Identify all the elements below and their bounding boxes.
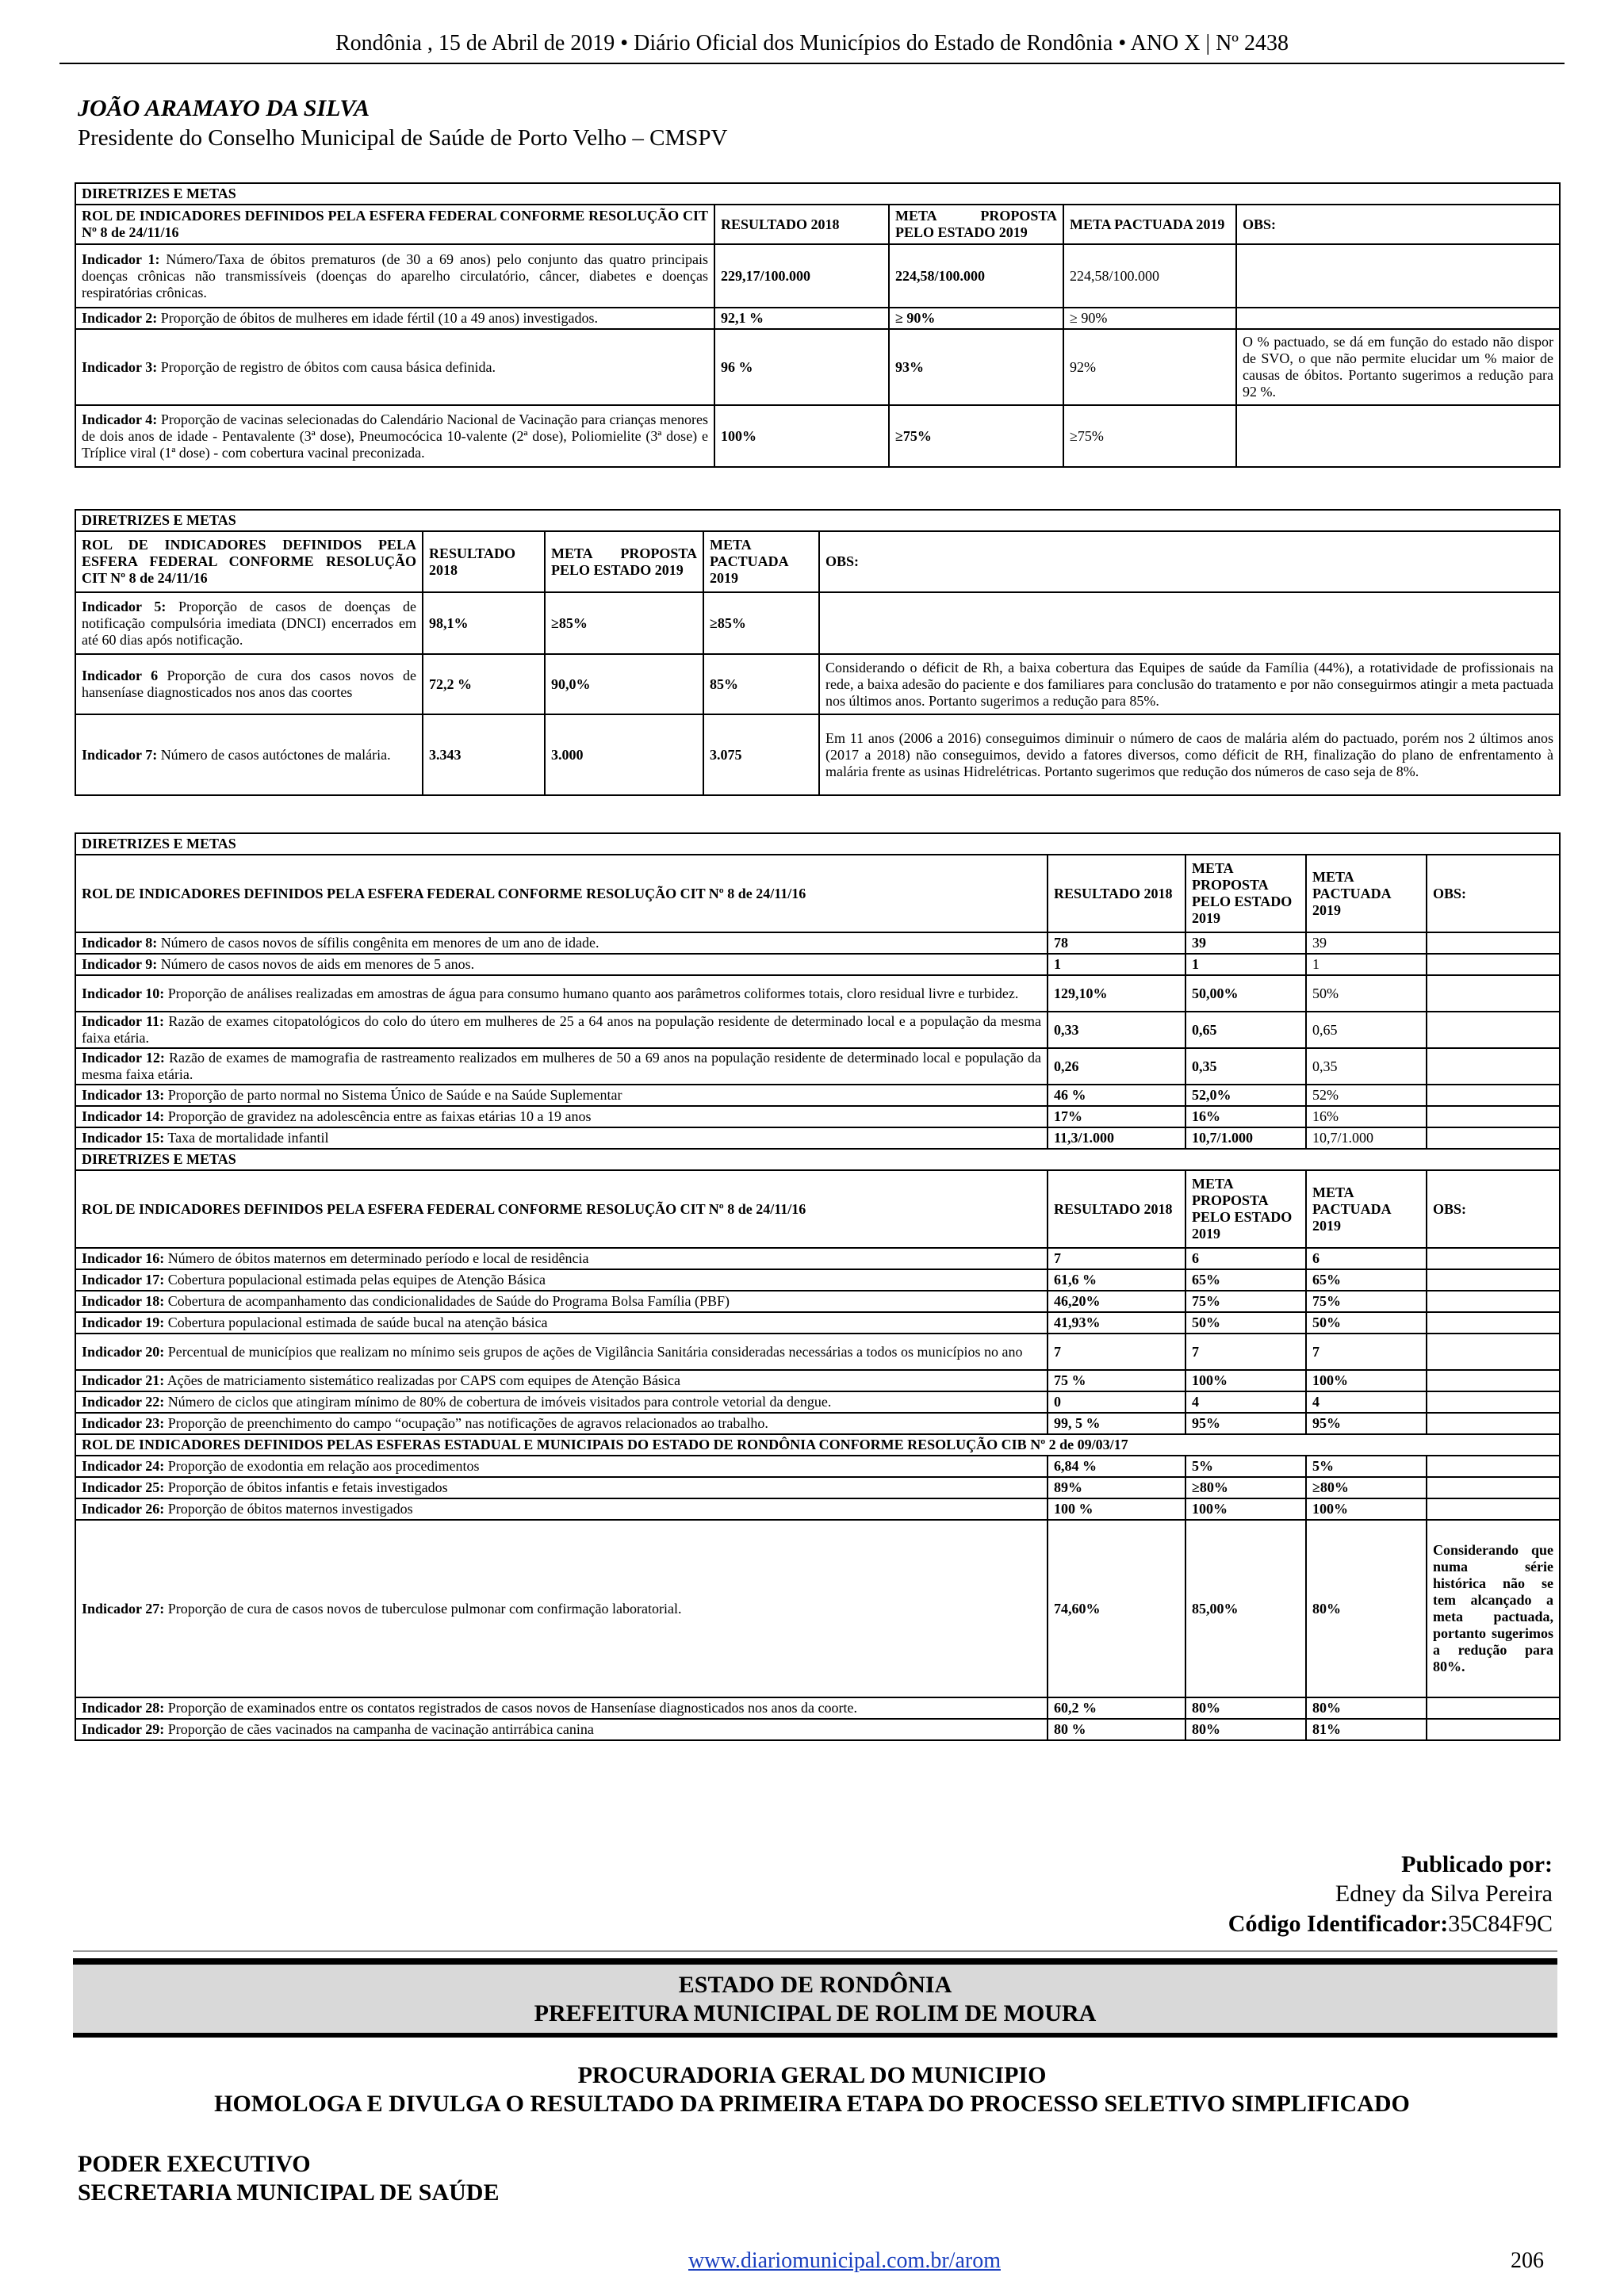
page-number: 206 — [1511, 2248, 1544, 2273]
resultado-cell: 7 — [1048, 1334, 1185, 1370]
indicator-text: Número de casos novos de sífilis congênita em menores de um ano de idade. — [160, 935, 599, 951]
indicator-text: Número de óbitos maternos em determinado período e local de residência — [167, 1250, 589, 1266]
section-title: DIRETRIZES E METAS — [75, 510, 1560, 531]
meta-pactuada-cell: 10,7/1.000 — [1306, 1127, 1427, 1149]
indicator-cell — [75, 1248, 1048, 1269]
meta-pactuada-cell: ≥ 90% — [1063, 308, 1236, 329]
obs-cell — [1427, 1127, 1560, 1149]
indicator-text: Razão de exames citopatológicos do colo do útero em mulheres de 25 a 64 anos na população residente de determinado local e a população da mesma faixa etária. — [82, 1013, 1041, 1046]
indicator-text: Cobertura populacional estimada pelas equipes de Atenção Básica — [167, 1272, 546, 1288]
table-row — [75, 1719, 1560, 1740]
meta-proposta-cell: ≥75% — [889, 405, 1063, 467]
resultado-cell: 75 % — [1048, 1370, 1185, 1391]
header-obs: OBS: — [819, 531, 1560, 592]
obs-cell: Considerando que numa série histórica não se tem alcançado a meta pactuada, portanto sugerimos a redução para 80%. — [1427, 1520, 1560, 1697]
resultado-cell: 78 — [1048, 932, 1185, 954]
header-meta-proposta: META PROPOSTA PELO ESTADO 2019 — [1185, 855, 1306, 932]
section-title: DIRETRIZES E METAS — [75, 1149, 1560, 1170]
header-meta-proposta: META PROPOSTA PELO ESTADO 2019 — [1185, 1170, 1306, 1248]
signature-name: JOÃO ARAMAYO DA SILVA — [78, 95, 370, 121]
table-row — [75, 1456, 1560, 1477]
meta-proposta-cell: 100% — [1185, 1370, 1306, 1391]
page-header: Rondônia , 15 de Abril de 2019 • Diário Oficial dos Municípios do Estado de Rondônia • ANO X | Nº 2438 — [59, 28, 1565, 64]
indicator-label: Indicador 25: — [82, 1479, 165, 1495]
procuradoria-title — [0, 2061, 1624, 2118]
meta-proposta-cell: 50% — [1185, 1312, 1306, 1334]
meta-proposta-cell: 6 — [1185, 1248, 1306, 1269]
obs-cell — [1427, 1697, 1560, 1719]
meta-proposta-cell: 1 — [1185, 954, 1306, 975]
indicator-label: Indicador 19: — [82, 1314, 165, 1330]
resultado-cell: 3.343 — [423, 714, 545, 795]
obs-cell — [1427, 1391, 1560, 1413]
indicator-cell — [75, 1719, 1048, 1740]
meta-pactuada-cell: 6 — [1306, 1248, 1427, 1269]
meta-proposta-cell: 0,35 — [1185, 1048, 1306, 1085]
meta-proposta-cell: 100% — [1185, 1498, 1306, 1520]
indicator-label: Indicador 8: — [82, 935, 158, 951]
meta-proposta-cell: 50,00% — [1185, 975, 1306, 1012]
header-rol: ROL DE INDICADORES DEFINIDOS PELA ESFERA FEDERAL CONFORME RESOLUÇÃO CIT Nº 8 de 24/11/16 — [75, 1170, 1048, 1248]
indicator-text: Cobertura populacional estimada de saúde bucal na atenção básica — [167, 1314, 548, 1330]
header-rol: ROL DE INDICADORES DEFINIDOS PELA ESFERA FEDERAL CONFORME RESOLUÇÃO CIT Nº 8 de 24/11/16 — [75, 855, 1048, 932]
obs-cell: Considerando o déficit de Rh, a baixa cobertura das Equipes de saúde da Família (44%), a rotatividade de profissionais na rede, a baixa adesão do paciente e dos familiares para conclusão do tratamento e por não conseguirmos atingir a meta pactuada nos últimos anos. Portanto sugerimos a redução para 85%. — [819, 654, 1560, 714]
resultado-cell: 100% — [714, 405, 889, 467]
resultado-cell: 0 — [1048, 1391, 1185, 1413]
obs-cell — [1427, 1085, 1560, 1106]
table-row — [75, 1391, 1560, 1413]
indicator-text: Número de ciclos que atingiram mínimo de 80% de cobertura de imóveis visitados para controle vetorial da dengue. — [167, 1394, 832, 1410]
resultado-cell: 92,1 % — [714, 308, 889, 329]
codigo-value: 35C84F9C — [1448, 1911, 1553, 1937]
indicator-cell — [75, 714, 423, 795]
resultado-cell: 7 — [1048, 1248, 1185, 1269]
indicator-text: Proporção de óbitos de mulheres em idade fértil (10 a 49 anos) investigados. — [160, 310, 599, 326]
resultado-cell: 60,2 % — [1048, 1697, 1185, 1719]
resultado-cell: 6,84 % — [1048, 1456, 1185, 1477]
meta-pactuada-cell: 85% — [703, 654, 819, 714]
rol-estadual-title: ROL DE INDICADORES DEFINIDOS PELAS ESFERAS ESTADUAL E MUNICIPAIS DO ESTADO DE RONDÔNIA CONFORME RESOLUÇÃO CIB Nº 2 de 09/03/17 — [75, 1434, 1560, 1456]
resultado-cell: 0,26 — [1048, 1048, 1185, 1085]
obs-cell — [1427, 975, 1560, 1012]
header-resultado: RESULTADO 2018 — [714, 205, 889, 244]
estado-line1: ESTADO DE RONDÔNIA — [678, 1972, 952, 1998]
table-row — [75, 1697, 1560, 1719]
obs-cell — [1427, 1012, 1560, 1048]
meta-proposta-cell: 10,7/1.000 — [1185, 1127, 1306, 1149]
indicator-label: Indicador 29: — [82, 1721, 165, 1737]
obs-cell — [1427, 1291, 1560, 1312]
indicator-label: Indicador 2: — [82, 310, 158, 326]
obs-cell — [1427, 1106, 1560, 1127]
indicator-text: Número/Taxa de óbitos prematuros (de 30 a 69 anos) pelo conjunto das quatro principais doenças crônicas não transmissíveis (doenças do aparelho circulatório, câncer, diabetes e doenças respiratórias crônicas. — [82, 251, 709, 300]
indicator-text: Proporção de análises realizadas em amostras de água para consumo humano quanto aos parâmetros coliformes totais, cloro residual livre e turbidez. — [167, 985, 1019, 1001]
meta-proposta-cell: 75% — [1185, 1291, 1306, 1312]
meta-pactuada-cell: 5% — [1306, 1456, 1427, 1477]
header-rol: ROL DE INDICADORES DEFINIDOS PELA ESFERA FEDERAL CONFORME RESOLUÇÃO CIT Nº 8 de 24/11/16 — [75, 531, 423, 592]
indicator-label: Indicador 27: — [82, 1600, 165, 1617]
indicator-cell — [75, 1477, 1048, 1498]
indicator-label: Indicador 1: — [82, 251, 160, 267]
footer-url-link[interactable]: www.diariomunicipal.com.br/arom — [688, 2248, 1001, 2273]
indicator-label: Indicador 15: — [82, 1130, 165, 1146]
procuradoria-line2: HOMOLOGA E DIVULGA O RESULTADO DA PRIMEIRA ETAPA DO PROCESSO SELETIVO SIMPLIFICADO — [214, 2091, 1410, 2117]
indicator-text: Proporção de gravidez na adolescência entre as faixas etárias 10 a 19 anos — [167, 1108, 592, 1124]
obs-cell: O % pactuado, se dá em função do estado não dispor de SVO, o que não permite elucidar um % maior de causas de óbitos. Portanto sugerimos a redução para 92 %. — [1236, 329, 1560, 405]
table-row — [75, 975, 1560, 1012]
meta-pactuada-cell: 81% — [1306, 1719, 1427, 1740]
indicator-text: Taxa de mortalidade infantil — [167, 1130, 329, 1146]
resultado-cell: 61,6 % — [1048, 1269, 1185, 1291]
table-row — [75, 932, 1560, 954]
indicator-label: Indicador 20: — [82, 1343, 165, 1360]
resultado-cell: 72,2 % — [423, 654, 545, 714]
meta-pactuada-cell: 65% — [1306, 1269, 1427, 1291]
meta-proposta-cell: 65% — [1185, 1269, 1306, 1291]
indicator-cell — [75, 1334, 1048, 1370]
header-obs: OBS: — [1236, 205, 1560, 244]
header-meta-pactuada: META PACTUADA 2019 — [1306, 1170, 1427, 1248]
indicator-text: Proporção de parto normal no Sistema Único de Saúde e na Saúde Suplementar — [167, 1087, 622, 1103]
table-row — [75, 1048, 1560, 1085]
meta-proposta-cell: ≥ 90% — [889, 308, 1063, 329]
obs-cell — [1427, 1477, 1560, 1498]
obs-cell — [1427, 1498, 1560, 1520]
publicado-label: Publicado por: — [1401, 1851, 1553, 1877]
header-meta-proposta: META PROPOSTA PELO ESTADO 2019 — [889, 205, 1063, 244]
obs-cell — [1427, 1413, 1560, 1434]
meta-pactuada-cell: 3.075 — [703, 714, 819, 795]
codigo-identificador — [1228, 1911, 1553, 1938]
indicator-label: Indicador 10: — [82, 985, 165, 1001]
poder-line2: SECRETARIA MUNICIPAL DE SAÚDE — [78, 2179, 500, 2206]
indicator-text: Número de casos novos de aids em menores de 5 anos. — [160, 956, 475, 972]
meta-proposta-cell: 93% — [889, 329, 1063, 405]
indicator-cell — [75, 1520, 1048, 1697]
indicator-label: Indicador 4: — [82, 411, 158, 427]
indicator-text: Proporção de examinados entre os contatos registrados de casos novos de Hanseníase diagnosticados nos anos da coorte. — [167, 1700, 857, 1716]
procuradoria-line1: PROCURADORIA GERAL DO MUNICIPIO — [577, 2062, 1047, 2088]
indicator-label: Indicador 23: — [82, 1415, 165, 1431]
indicator-cell — [75, 954, 1048, 975]
indicator-cell — [75, 975, 1048, 1012]
indicator-cell — [75, 405, 714, 467]
header-obs: OBS: — [1427, 855, 1560, 932]
resultado-cell: 99, 5 % — [1048, 1413, 1185, 1434]
obs-cell: Em 11 anos (2006 a 2016) conseguimos diminuir o número de caos de malária além do pactuado, porém nos 2 últimos anos (2017 a 2018) não conseguimos, devido a fatores diversos, como déficit de RH, finalização do plano de enfrentamento à malária frente as usinas Hidrelétricas. Portanto sugerimos que redução dos números de caso seja de 8%. — [819, 714, 1560, 795]
indicator-label: Indicador 22: — [82, 1394, 165, 1410]
meta-pactuada-cell: 0,65 — [1306, 1012, 1427, 1048]
indicator-text: Número de casos autóctones de malária. — [160, 746, 391, 763]
indicator-label: Indicador 28: — [82, 1700, 165, 1716]
poder-executivo — [78, 2150, 499, 2207]
meta-pactuada-cell: 80% — [1306, 1697, 1427, 1719]
meta-proposta-cell: ≥85% — [545, 592, 703, 654]
indicator-cell — [75, 1127, 1048, 1149]
indicator-cell — [75, 1106, 1048, 1127]
indicator-label: Indicador 7: — [82, 746, 158, 763]
table-row — [75, 1248, 1560, 1269]
indicator-cell — [75, 244, 714, 308]
section-title: DIRETRIZES E METAS — [75, 833, 1560, 855]
indicator-cell — [75, 932, 1048, 954]
obs-cell — [1427, 1269, 1560, 1291]
table-row — [75, 1085, 1560, 1106]
indicator-label: Indicador 17: — [82, 1272, 165, 1288]
header-meta-pactuada: META PACTUADA 2019 — [703, 531, 819, 592]
indicator-label: Indicador 13: — [82, 1087, 165, 1103]
indicator-text: Proporção de cães vacinados na campanha de vacinação antirrábica canina — [167, 1721, 594, 1737]
table-row — [75, 954, 1560, 975]
meta-pactuada-cell: 0,35 — [1306, 1048, 1427, 1085]
meta-proposta-cell: 80% — [1185, 1719, 1306, 1740]
meta-proposta-cell: 224,58/100.000 — [889, 244, 1063, 308]
indicator-text: Proporção de óbitos infantis e fetais investigados — [167, 1479, 448, 1495]
meta-proposta-cell: ≥80% — [1185, 1477, 1306, 1498]
indicator-text: Cobertura de acompanhamento das condicionalidades de Saúde do Programa Bolsa Família (PBF) — [167, 1293, 730, 1309]
meta-pactuada-cell: 100% — [1306, 1498, 1427, 1520]
meta-pactuada-cell: 16% — [1306, 1106, 1427, 1127]
indicator-cell — [75, 1085, 1048, 1106]
obs-cell — [1427, 1370, 1560, 1391]
table-row — [75, 1520, 1560, 1697]
resultado-cell: 41,93% — [1048, 1312, 1185, 1334]
obs-cell — [1427, 954, 1560, 975]
section-title: DIRETRIZES E METAS — [75, 183, 1560, 205]
header-resultado: RESULTADO 2018 — [423, 531, 545, 592]
indicator-text: Proporção de registro de óbitos com causa básica definida. — [160, 358, 496, 375]
indicators-table-3 — [75, 832, 1561, 1741]
indicator-text: Proporção de exodontia em relação aos procedimentos — [167, 1458, 480, 1474]
header-meta-pactuada: META PACTUADA 2019 — [1306, 855, 1427, 932]
resultado-cell: 1 — [1048, 954, 1185, 975]
meta-pactuada-cell: ≥80% — [1306, 1477, 1427, 1498]
indicator-cell — [75, 1391, 1048, 1413]
meta-pactuada-cell: 50% — [1306, 975, 1427, 1012]
meta-proposta-cell: 80% — [1185, 1697, 1306, 1719]
indicator-label: Indicador 12: — [82, 1050, 165, 1066]
obs-cell — [1427, 1719, 1560, 1740]
indicator-cell — [75, 308, 714, 329]
poder-line1: PODER EXECUTIVO — [78, 2151, 311, 2177]
table-row — [75, 1477, 1560, 1498]
indicator-cell — [75, 1269, 1048, 1291]
resultado-cell: 17% — [1048, 1106, 1185, 1127]
resultado-cell: 46,20% — [1048, 1291, 1185, 1312]
indicator-cell — [75, 1498, 1048, 1520]
indicator-cell — [75, 329, 714, 405]
indicator-text: Proporção de vacinas selecionadas do Calendário Nacional de Vacinação para crianças menores de dois anos de idade - Pentavalente (3ª dose), Pneumocócica 10-valente (2ª dose), Poliomielite (3ª dose) e Tríplice viral (1ª dose) - com cobertura vacinal preconizada. — [82, 411, 708, 461]
obs-cell — [1236, 405, 1560, 467]
meta-pactuada-cell: 75% — [1306, 1291, 1427, 1312]
obs-cell — [1427, 1334, 1560, 1370]
indicator-label: Indicador 18: — [82, 1293, 165, 1309]
header-obs: OBS: — [1427, 1170, 1560, 1248]
resultado-cell: 11,3/1.000 — [1048, 1127, 1185, 1149]
indicator-label: Indicador 14: — [82, 1108, 165, 1124]
header-resultado: RESULTADO 2018 — [1048, 1170, 1185, 1248]
table-row — [75, 1370, 1560, 1391]
resultado-cell: 46 % — [1048, 1085, 1185, 1106]
indicator-text: Proporção de casos de doenças de notificação compulsória imediata (DNCI) encerrados em até 60 dias após notificação. — [82, 598, 417, 648]
indicator-text: Proporção de cura de casos novos de tuberculose pulmonar com confirmação laboratorial. — [167, 1600, 682, 1617]
indicator-label: Indicador 3: — [82, 358, 158, 375]
meta-pactuada-cell: 100% — [1306, 1370, 1427, 1391]
table-row — [75, 1413, 1560, 1434]
indicator-label: Indicador 5: — [82, 598, 167, 614]
meta-proposta-cell: 7 — [1185, 1334, 1306, 1370]
meta-pactuada-cell: 4 — [1306, 1391, 1427, 1413]
obs-cell — [1427, 1048, 1560, 1085]
obs-cell — [819, 592, 1560, 654]
meta-proposta-cell: 0,65 — [1185, 1012, 1306, 1048]
indicator-label: Indicador 9: — [82, 956, 158, 972]
resultado-cell: 0,33 — [1048, 1012, 1185, 1048]
indicator-label: Indicador 6 — [82, 668, 159, 683]
table-row — [75, 1127, 1560, 1149]
meta-pactuada-cell: 80% — [1306, 1520, 1427, 1697]
publicado-name: Edney da Silva Pereira — [1335, 1881, 1553, 1907]
meta-pactuada-cell: 92% — [1063, 329, 1236, 405]
indicator-text: Proporção de preenchimento do campo “ocupação” nas notificações de agravos relacionados ao trabalho. — [167, 1415, 768, 1431]
resultado-cell: 80 % — [1048, 1719, 1185, 1740]
indicators-table-2 — [75, 509, 1561, 796]
meta-pactuada-cell: 224,58/100.000 — [1063, 244, 1236, 308]
indicator-cell — [75, 1456, 1048, 1477]
indicators-table-1 — [75, 182, 1561, 468]
resultado-cell: 74,60% — [1048, 1520, 1185, 1697]
meta-proposta-cell: 39 — [1185, 932, 1306, 954]
obs-cell — [1427, 1456, 1560, 1477]
resultado-cell: 129,10% — [1048, 975, 1185, 1012]
meta-pactuada-cell: ≥75% — [1063, 405, 1236, 467]
resultado-cell: 229,17/100.000 — [714, 244, 889, 308]
table-row — [75, 1269, 1560, 1291]
header-rol: ROL DE INDICADORES DEFINIDOS PELA ESFERA FEDERAL CONFORME RESOLUÇÃO CIT Nº 8 de 24/11/16 — [75, 205, 714, 244]
header-meta-pactuada: META PACTUADA 2019 — [1063, 205, 1236, 244]
indicator-label: Indicador 11: — [82, 1013, 165, 1029]
meta-proposta-cell: 52,0% — [1185, 1085, 1306, 1106]
indicator-cell — [75, 1048, 1048, 1085]
indicator-text: Ações de matriciamento sistemático realizadas por CAPS com equipes de Atenção Básica — [167, 1372, 680, 1388]
table-row — [75, 1334, 1560, 1370]
table-row — [75, 1498, 1560, 1520]
obs-cell — [1427, 932, 1560, 954]
indicator-label: Indicador 24: — [82, 1458, 165, 1474]
obs-cell — [1427, 1248, 1560, 1269]
estado-banner — [73, 1958, 1557, 2038]
meta-proposta-cell: 16% — [1185, 1106, 1306, 1127]
resultado-cell: 89% — [1048, 1477, 1185, 1498]
indicator-cell — [75, 1291, 1048, 1312]
header-meta-proposta: META PROPOSTA PELO ESTADO 2019 — [545, 531, 703, 592]
meta-pactuada-cell: 95% — [1306, 1413, 1427, 1434]
indicator-text: Proporção de cura dos casos novos de hanseníase diagnosticados nos anos das coortes — [82, 668, 416, 700]
indicator-text: Razão de exames de mamografia de rastreamento realizados em mulheres de 50 a 69 anos na população residente de determinado local e população da mesma faixa etária. — [82, 1050, 1042, 1082]
meta-pactuada-cell: 50% — [1306, 1312, 1427, 1334]
indicator-cell — [75, 1413, 1048, 1434]
obs-cell — [1236, 308, 1560, 329]
meta-proposta-cell: 4 — [1185, 1391, 1306, 1413]
indicator-label: Indicador 16: — [82, 1250, 165, 1266]
indicator-text: Proporção de óbitos maternos investigados — [167, 1501, 413, 1517]
resultado-cell: 98,1% — [423, 592, 545, 654]
estado-line2: PREFEITURA MUNICIPAL DE ROLIM DE MOURA — [534, 2000, 1097, 2026]
indicator-label: Indicador 26: — [82, 1501, 165, 1517]
resultado-cell: 96 % — [714, 329, 889, 405]
meta-proposta-cell: 5% — [1185, 1456, 1306, 1477]
meta-pactuada-cell: ≥85% — [703, 592, 819, 654]
indicator-cell — [75, 1312, 1048, 1334]
meta-pactuada-cell: 39 — [1306, 932, 1427, 954]
indicator-cell — [75, 654, 423, 714]
indicator-cell — [75, 592, 423, 654]
indicator-text: Percentual de municípios que realizam no mínimo seis grupos de ações de Vigilância Sanitária consideradas necessárias a todos os municípios no ano — [167, 1343, 1023, 1360]
table-row — [75, 1106, 1560, 1127]
table-row — [75, 1012, 1560, 1048]
meta-proposta-cell: 95% — [1185, 1413, 1306, 1434]
obs-cell — [1236, 244, 1560, 308]
indicator-label: Indicador 21: — [82, 1372, 165, 1388]
meta-pactuada-cell: 1 — [1306, 954, 1427, 975]
signature-role: Presidente do Conselho Municipal de Saúde de Porto Velho – CMSPV — [78, 125, 728, 151]
meta-pactuada-cell: 7 — [1306, 1334, 1427, 1370]
resultado-cell: 100 % — [1048, 1498, 1185, 1520]
table-row — [75, 1312, 1560, 1334]
indicator-cell — [75, 1012, 1048, 1048]
meta-pactuada-cell: 52% — [1306, 1085, 1427, 1106]
table-row — [75, 1291, 1560, 1312]
meta-proposta-cell: 90,0% — [545, 654, 703, 714]
meta-proposta-cell: 3.000 — [545, 714, 703, 795]
indicator-cell — [75, 1697, 1048, 1719]
obs-cell — [1427, 1312, 1560, 1334]
codigo-label: Código Identificador: — [1228, 1911, 1449, 1937]
header-resultado: RESULTADO 2018 — [1048, 855, 1185, 932]
indicator-cell — [75, 1370, 1048, 1391]
meta-proposta-cell: 85,00% — [1185, 1520, 1306, 1697]
